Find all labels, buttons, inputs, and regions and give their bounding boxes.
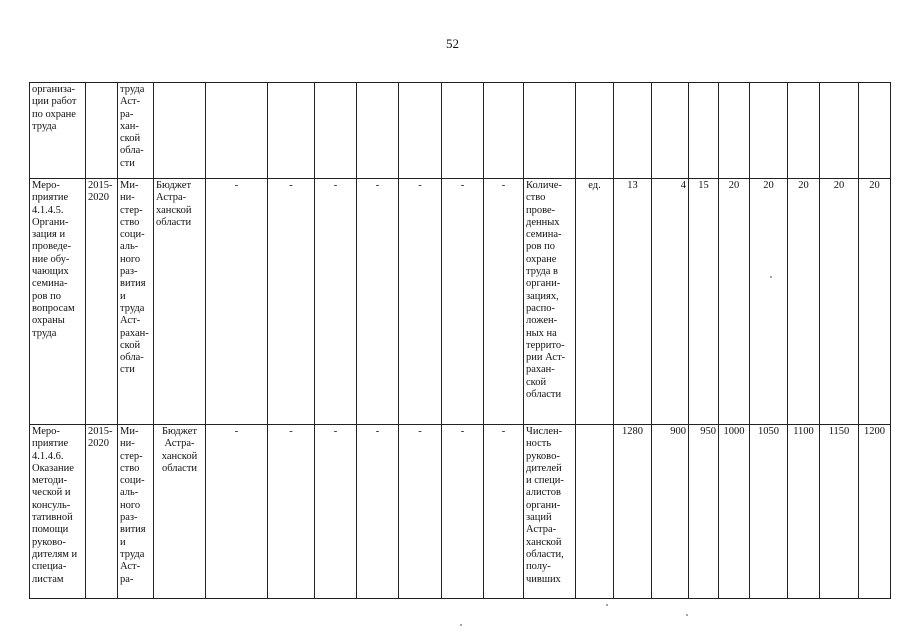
value-cell: 1200 [859,425,891,599]
value-cell [788,83,820,179]
funding-cell [442,83,484,179]
unit-cell [576,425,614,599]
funding-cell: - [357,425,399,599]
value-cell: 15 [689,179,719,425]
program-table [29,82,891,599]
funding-cell [315,83,357,179]
funding-cell: - [315,425,357,599]
value-cell: 13 [614,179,652,425]
scan-speck [460,624,462,626]
funding-cell: - [399,425,442,599]
value-cell: 1050 [750,425,788,599]
table-row [30,83,891,179]
funding-cell: - [442,425,484,599]
funding-source-cell: Бюджет Астра- ханской области [154,179,206,425]
funding-cell [268,83,315,179]
funding-cell [484,83,524,179]
funding-cell: - [357,179,399,425]
funding-source-cell: Бюджет Астра- ханской области [154,425,206,599]
period-cell [86,83,118,179]
scan-speck [770,276,772,278]
funding-cell: - [484,179,524,425]
indicator-cell: Количе- ство прове- денных семина- ров по охране труда в органи- зациях, распо- ложен- ных на террито- рии Аст- рахан- ской области [524,179,576,425]
funding-cell [206,83,268,179]
value-cell: 20 [820,179,859,425]
value-cell: 20 [719,179,750,425]
funding-cell: - [206,179,268,425]
activity-cell: Меро- приятие 4.1.4.6. Оказание методи- ческой и консуль- тативной помощи руково- дителям и специа- листам [30,425,86,599]
funding-cell: - [315,179,357,425]
value-cell: 4 [652,179,689,425]
value-cell [719,83,750,179]
value-cell: 1150 [820,425,859,599]
value-cell: 1100 [788,425,820,599]
activity-cell: организа- ции работ по охране труда [30,83,86,179]
funding-cell: - [399,179,442,425]
funding-cell [357,83,399,179]
value-cell [820,83,859,179]
scan-speck [606,604,608,606]
value-cell: 1000 [719,425,750,599]
value-cell: 20 [859,179,891,425]
funding-cell: - [268,425,315,599]
value-cell [652,83,689,179]
value-cell [750,83,788,179]
value-cell [859,83,891,179]
funding-cell [399,83,442,179]
value-cell: 900 [652,425,689,599]
period-cell: 2015- 2020 [86,425,118,599]
value-cell: 20 [750,179,788,425]
funding-source-cell [154,83,206,179]
value-cell: 20 [788,179,820,425]
table-row [30,425,891,599]
activity-cell: Меро- приятие 4.1.4.5. Органи- зация и проведе- ние обу- чающих семина- ров по вопросам охраны труда [30,179,86,425]
unit-cell [576,83,614,179]
table-row [30,179,891,425]
unit-cell: ед. [576,179,614,425]
funding-cell: - [268,179,315,425]
scan-speck [686,614,688,616]
funding-cell: - [206,425,268,599]
value-cell [689,83,719,179]
executor-cell: труда Аст- ра- хан- ской обла- сти [118,83,154,179]
value-cell [614,83,652,179]
funding-cell: - [484,425,524,599]
indicator-cell [524,83,576,179]
indicator-cell: Числен- ность руково- дителей и специ- алистов органи- заций Астра- ханской области, полу- чивших [524,425,576,599]
period-cell: 2015- 2020 [86,179,118,425]
executor-cell: Ми- ни- стер- ство соци- аль- ного раз- вития и труда Аст- рахан- ской обла- сти [118,179,154,425]
page-number: 52 [446,36,459,51]
value-cell: 950 [689,425,719,599]
executor-cell: Ми- ни- стер- ство соци- аль- ного раз- вития и труда Аст- ра- [118,425,154,599]
value-cell: 1280 [614,425,652,599]
funding-cell: - [442,179,484,425]
